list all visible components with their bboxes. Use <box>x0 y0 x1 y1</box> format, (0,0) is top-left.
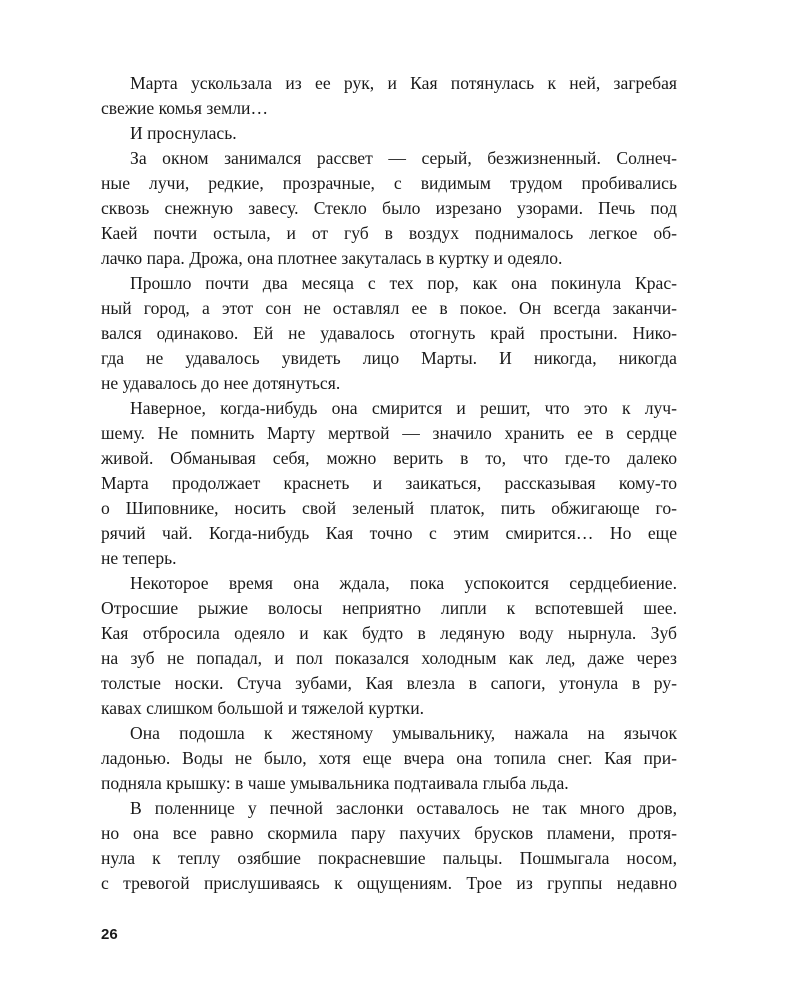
text-line: вался одинаково. Ей не удавалось отогнуть край простыни. Нико- <box>101 323 677 343</box>
text-line: Марта продолжает краснеть и заикаться, рассказывая кому-то <box>101 473 677 493</box>
text-line: гда не удавалось увидеть лицо Марты. И никогда, никогда <box>101 348 677 368</box>
text-line: За окном занимался рассвет — серый, безжизненный. Солнеч- <box>130 148 677 168</box>
text-line: не теперь. <box>101 548 177 568</box>
text-line: нула к теплу озябшие покрасневшие пальцы. Пошмыгала носом, <box>101 848 677 868</box>
text-line: И проснулась. <box>130 123 237 143</box>
text-line: Наверное, когда-нибудь она смирится и решит, что это к луч- <box>130 398 677 418</box>
text-line: Некоторое время она ждала, пока успокоится сердцебиение. <box>130 573 677 593</box>
text-line: на зуб не попадал, и пол показался холодным как лед, даже через <box>101 648 677 668</box>
page-number: 26 <box>101 926 118 943</box>
text-line: о Шиповнике, носить свой зеленый платок, пить обжигающе го- <box>101 498 677 518</box>
text-line: Она подошла к жестяному умывальнику, нажала на язычок <box>130 723 677 743</box>
text-line: Прошло почти два месяца с тех пор, как она покинула Крас- <box>130 273 677 293</box>
text-line: ный город, а этот сон не оставлял ее в покое. Он всегда заканчи- <box>101 298 677 318</box>
text-line: ные лучи, редкие, прозрачные, с видимым трудом пробивались <box>101 173 677 193</box>
page-text <box>101 71 677 896</box>
text-line: Отросшие рыжие волосы неприятно липли к вспотевшей шее. <box>101 598 677 618</box>
text-line: шему. Не помнить Марту мертвой — значило хранить ее в сердце <box>101 423 677 443</box>
text-line: Марта ускользала из ее рук, и Кая потянулась к ней, загребая <box>130 73 677 93</box>
text-line: Кая отбросила одеяло и как будто в ледяную воду нырнула. Зуб <box>101 623 677 643</box>
text-line: сквозь снежную завесу. Стекло было изрезано узорами. Печь под <box>101 198 677 218</box>
text-line: ладонью. Воды не было, хотя еще вчера она топила снег. Кая при- <box>101 748 677 768</box>
text-line: свежие комья земли… <box>101 98 269 118</box>
text-line: с тревогой прислушиваясь к ощущениям. Трое из группы недавно <box>101 873 677 893</box>
text-line: толстые носки. Стуча зубами, Кая влезла в сапоги, утонула в ру- <box>101 673 677 693</box>
text-line: не удавалось до нее дотянуться. <box>101 373 341 393</box>
text-line: лачко пара. Дрожа, она плотнее закуталась в куртку и одеяло. <box>101 248 563 268</box>
text-line: кавах слишком большой и тяжелой куртки. <box>101 698 425 718</box>
text-line: рячий чай. Когда-нибудь Кая точно с этим смирится… Но еще <box>101 523 677 543</box>
text-line: но она все равно скормила пару пахучих брусков пламени, протя- <box>101 823 677 843</box>
text-line: В поленнице у печной заслонки оставалось не так много дров, <box>130 798 677 818</box>
text-line: Каей почти остыла, и от губ в воздух поднималось легкое об- <box>101 223 677 243</box>
text-line: подняла крышку: в чаше умывальника подтаивала глыба льда. <box>101 773 569 793</box>
text-line: живой. Обманывая себя, можно верить в то, что где-то далеко <box>101 448 677 468</box>
